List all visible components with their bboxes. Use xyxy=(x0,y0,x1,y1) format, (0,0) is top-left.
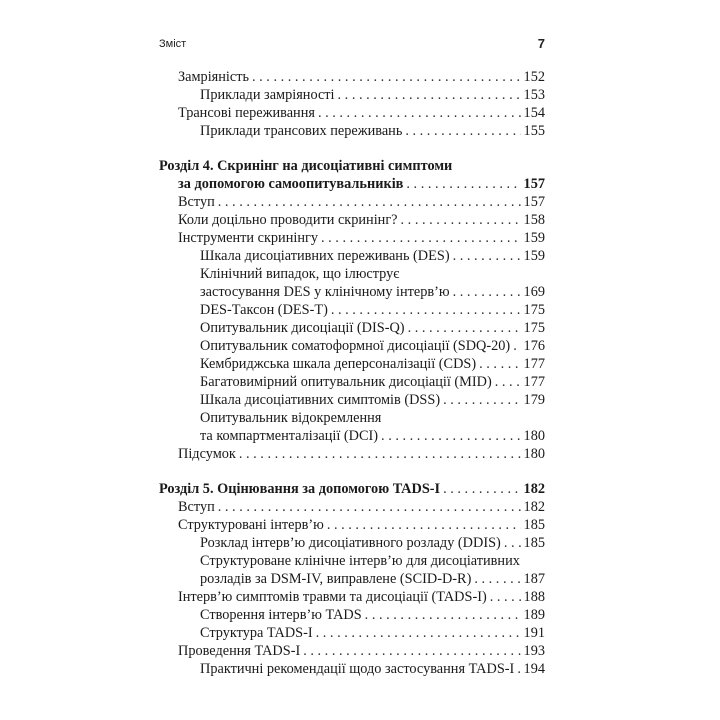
toc-chapter-heading xyxy=(178,175,545,193)
toc-entry xyxy=(178,68,545,86)
toc-entry-title: DES-Таксон (DES-T) xyxy=(200,302,328,318)
toc-leader xyxy=(218,498,521,516)
toc-entry-title: Структуроване клінічне інтерв’ю для дисоціативних xyxy=(200,553,520,569)
toc-entry xyxy=(200,301,545,319)
toc-entry xyxy=(200,552,545,570)
toc-entry-page: 185 xyxy=(523,517,545,533)
toc-entry-title: Коли доцільно проводити скринінг? xyxy=(178,212,398,228)
toc-entry-page: 189 xyxy=(523,607,545,623)
toc-leader xyxy=(474,570,520,588)
toc-leader xyxy=(321,229,521,247)
toc-leader xyxy=(443,480,520,498)
toc-entry-title: Проведення TADS-I xyxy=(178,643,301,659)
toc-entry-title: Трансові переживання xyxy=(178,105,315,121)
toc-entry xyxy=(178,588,545,606)
toc-entry xyxy=(178,104,545,122)
toc-entry-page: 157 xyxy=(523,194,545,210)
running-header-title: Зміст xyxy=(159,38,187,50)
toc-entry-title: Розклад інтерв’ю дисоціативного розладу (DDIS) xyxy=(200,535,501,551)
toc-entry-page: 175 xyxy=(523,302,545,318)
page-number: 7 xyxy=(537,36,545,51)
toc-entry-title: застосування DES у клінічному інтерв’ю xyxy=(200,284,450,300)
toc-entry xyxy=(178,642,545,660)
toc-leader xyxy=(316,624,521,642)
toc-entry xyxy=(200,373,545,391)
toc-entry-title: Розділ 5. Оцінювання за допомогою TADS-I xyxy=(159,481,441,497)
toc-entry-title: Шкала дисоціативних симптомів (DSS) xyxy=(200,392,441,408)
toc-leader xyxy=(365,606,521,624)
toc-entry-title: Шкала дисоціативних переживань (DES) xyxy=(200,248,450,264)
toc-entry xyxy=(200,409,545,427)
toc-entry-title: Структура TADS-I xyxy=(200,625,313,641)
toc-entry-title: Замріяність xyxy=(178,69,249,85)
toc-leader xyxy=(338,86,521,104)
toc-entry-page: 193 xyxy=(523,643,545,659)
toc-entry-page: 187 xyxy=(523,571,545,587)
toc-entry-page: 176 xyxy=(523,338,545,354)
toc-leader xyxy=(303,642,520,660)
toc-entry-page: 175 xyxy=(523,320,545,336)
toc-entry-page: 177 xyxy=(523,356,545,372)
toc-leader xyxy=(327,516,521,534)
toc-entry-title: Інструменти скринінгу xyxy=(178,230,318,246)
toc-leader xyxy=(252,68,521,86)
toc-entry-title: Розділ 4. Скринінг на дисоціативні симптоми xyxy=(159,158,453,174)
toc-leader xyxy=(401,211,521,229)
toc-entry xyxy=(200,355,545,373)
toc-leader xyxy=(239,445,521,463)
toc-entry xyxy=(200,534,545,552)
toc-leader xyxy=(218,193,521,211)
toc-entry-title: Вступ xyxy=(178,194,215,210)
toc-entry-page: 158 xyxy=(523,212,545,228)
toc-entry xyxy=(200,570,545,588)
toc-entry-page: 153 xyxy=(523,87,545,103)
toc-leader xyxy=(453,283,521,301)
toc-entry-page: 180 xyxy=(523,428,545,444)
toc-leader xyxy=(408,319,521,337)
toc-entry xyxy=(200,391,545,409)
page-header xyxy=(159,38,545,54)
toc-entry-title: Опитувальник дисоціації (DIS-Q) xyxy=(200,320,405,336)
toc-entry-title: Приклади трансових переживань xyxy=(200,123,403,139)
toc-entry-title: та компартменталізації (DCI) xyxy=(200,428,379,444)
toc-entry-title: Кембриджська шкала деперсоналізації (CDS) xyxy=(200,356,477,372)
toc-entry-page: 169 xyxy=(523,284,545,300)
toc-chapter-heading xyxy=(159,480,545,498)
toc-leader xyxy=(504,534,521,552)
toc-entry-title: Приклади замріяності xyxy=(200,87,335,103)
toc-entry-page: 182 xyxy=(523,499,545,515)
toc-entry-title: Структуровані інтерв’ю xyxy=(178,517,324,533)
toc-entry-title: Створення інтерв’ю TADS xyxy=(200,607,362,623)
toc-entry-title: Практичні рекомендації щодо застосування TADS-I xyxy=(200,661,515,677)
toc-entry-page: 154 xyxy=(523,105,545,121)
toc-entry-page: 188 xyxy=(523,589,545,605)
toc-entry-title: Підсумок xyxy=(178,446,236,462)
toc-entry-page: 180 xyxy=(523,446,545,462)
toc-leader xyxy=(406,175,520,193)
toc-entry-page: 191 xyxy=(523,625,545,641)
toc-entry-title: Багатовимірний опитувальник дисоціації (MID) xyxy=(200,374,492,390)
toc-entry xyxy=(200,247,545,265)
toc-entry-page: 185 xyxy=(523,535,545,551)
toc-leader xyxy=(318,104,521,122)
toc-entry xyxy=(200,337,545,355)
toc-chapter-heading xyxy=(159,157,545,175)
toc-leader xyxy=(479,355,520,373)
toc-entry-page: 157 xyxy=(523,176,545,192)
toc-leader xyxy=(513,337,520,355)
toc-entry-page: 177 xyxy=(523,374,545,390)
toc-entry-title: Вступ xyxy=(178,499,215,515)
toc-entry xyxy=(200,86,545,104)
toc-entry xyxy=(200,606,545,624)
toc-entry-title: за допомогою самоопитувальників xyxy=(178,176,404,192)
toc-leader xyxy=(495,373,521,391)
toc-entry xyxy=(200,319,545,337)
toc-entry-page: 159 xyxy=(523,230,545,246)
toc-entry-title: Опитувальник соматоформної дисоціації (SDQ-20) xyxy=(200,338,511,354)
toc-entry-title: Інтерв’ю симптомів травми та дисоціації (TADS-I) xyxy=(178,589,487,605)
toc-entry xyxy=(178,193,545,211)
toc-entry-page: 194 xyxy=(523,661,545,677)
toc-entry-title: Опитувальник відокремлення xyxy=(200,410,382,426)
toc-entry-page: 179 xyxy=(523,392,545,408)
toc-entry xyxy=(178,229,545,247)
toc-leader xyxy=(490,588,521,606)
toc-leader xyxy=(517,660,520,678)
toc-entry xyxy=(200,122,545,140)
toc-entry-title: Клінічний випадок, що ілюструє xyxy=(200,266,400,282)
toc-entry-page: 159 xyxy=(523,248,545,264)
toc-entry xyxy=(178,445,545,463)
toc-leader xyxy=(381,427,521,445)
toc-entry xyxy=(200,427,545,445)
toc-entry-page: 155 xyxy=(523,123,545,139)
toc-entry xyxy=(178,498,545,516)
toc-entry xyxy=(200,283,545,301)
toc-entry xyxy=(178,211,545,229)
toc-entry xyxy=(200,265,545,283)
toc-leader xyxy=(453,247,521,265)
toc-leader xyxy=(331,301,521,319)
toc-entry-title: розладів за DSM-IV, виправлене (SCID-D-R) xyxy=(200,571,472,587)
toc-entry-page: 182 xyxy=(523,481,545,497)
toc-entry xyxy=(200,660,545,678)
toc-entry xyxy=(178,516,545,534)
toc-entry xyxy=(200,624,545,642)
toc-entry-page: 152 xyxy=(523,69,545,85)
toc-leader xyxy=(443,391,520,409)
toc-leader xyxy=(405,122,520,140)
